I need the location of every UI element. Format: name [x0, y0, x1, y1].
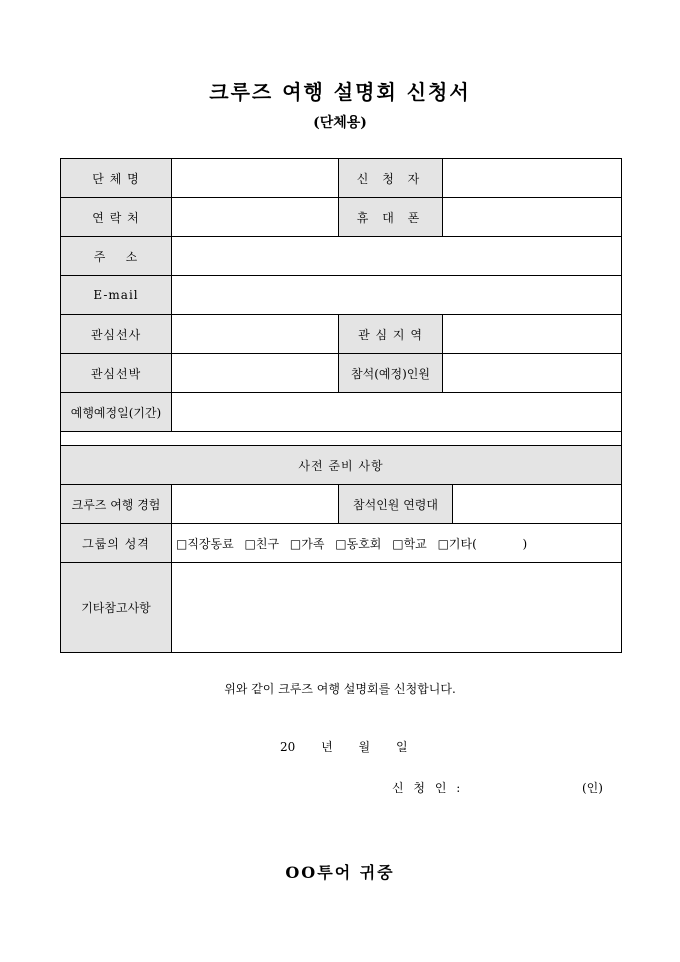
- label-travel-date: 예행예정일(기간): [61, 393, 172, 432]
- label-interest-region: 관 심 지 역: [339, 315, 443, 354]
- form-row-group-type: [61, 524, 622, 563]
- label-interest-ship: 관심선박: [61, 354, 172, 393]
- field-interest-region[interactable]: [443, 315, 622, 354]
- field-address[interactable]: [172, 237, 622, 276]
- option-label: 직장동료: [187, 536, 234, 551]
- label-address: 주 소: [61, 237, 172, 276]
- label-contact: 연 락 처: [61, 198, 172, 237]
- section-header: 사전 준비 사항: [61, 446, 622, 485]
- option-family[interactable]: [290, 537, 325, 551]
- seal-mark: (인): [582, 781, 603, 795]
- field-attendees[interactable]: [443, 354, 622, 393]
- option-club[interactable]: [335, 537, 381, 551]
- option-coworkers[interactable]: [176, 537, 234, 551]
- option-label: 학교: [403, 536, 427, 551]
- label-interest-line: 관심선사: [61, 315, 172, 354]
- checkbox-icon[interactable]: □: [176, 536, 188, 551]
- option-label: 친구: [255, 536, 280, 551]
- field-travel-date[interactable]: [172, 393, 622, 432]
- group-type-options: [172, 524, 622, 563]
- label-cruise-experience: 크루즈 여행 경험: [61, 485, 172, 524]
- form-row-group: [61, 159, 622, 198]
- form-row-section: [61, 446, 622, 485]
- option-school[interactable]: [392, 537, 427, 551]
- date-year-unit: 년: [321, 740, 333, 754]
- label-group-name: 단 체 명: [61, 159, 172, 198]
- label-attendees: 참석(예정)인원: [339, 354, 443, 393]
- form-row-email: [61, 276, 622, 315]
- option-friends[interactable]: [245, 537, 280, 551]
- date-year: 20: [280, 740, 296, 754]
- label-mobile: 휴 대 폰: [339, 198, 443, 237]
- form-row-spacer: [61, 432, 622, 446]
- checkbox-icon[interactable]: □: [244, 536, 256, 551]
- form-row-ship: [61, 354, 622, 393]
- label-applicant: 신 청 자: [339, 159, 443, 198]
- field-interest-ship[interactable]: [172, 354, 339, 393]
- field-group-name[interactable]: [172, 159, 339, 198]
- date-day-unit: 일: [395, 740, 408, 754]
- field-interest-line[interactable]: [172, 315, 339, 354]
- field-contact[interactable]: [172, 198, 339, 237]
- form-row-date: [61, 393, 622, 432]
- option-label: 기타( ): [448, 536, 528, 551]
- form-row-interest: [61, 315, 622, 354]
- recipient: OO투어 귀중: [285, 863, 395, 882]
- label-group-type: 그룹의 성격: [61, 524, 172, 563]
- label-remarks: 기타참고사항: [61, 563, 172, 653]
- field-attendee-age[interactable]: [453, 485, 622, 524]
- form-row-contact: [61, 198, 622, 237]
- option-other[interactable]: [438, 537, 528, 551]
- label-attendee-age: 참석인원 연령대: [339, 485, 453, 524]
- document-subtitle: (단체용): [313, 115, 367, 131]
- field-applicant[interactable]: [443, 159, 622, 198]
- option-label: 가족: [301, 536, 325, 551]
- checkbox-icon[interactable]: □: [392, 536, 404, 551]
- application-form: [60, 158, 622, 653]
- field-cruise-experience[interactable]: [172, 485, 339, 524]
- applicant-signature-label: 신 청 인 :: [392, 781, 464, 795]
- checkbox-icon[interactable]: □: [437, 536, 449, 551]
- date-line: [280, 738, 430, 755]
- form-row-remarks: [61, 563, 622, 653]
- field-email[interactable]: [172, 276, 622, 315]
- date-month-unit: 월: [358, 740, 371, 754]
- spacer-cell: [61, 432, 622, 446]
- form-row-address: [61, 237, 622, 276]
- checkbox-icon[interactable]: □: [335, 536, 347, 551]
- checkbox-icon[interactable]: □: [289, 536, 302, 551]
- field-remarks[interactable]: [172, 563, 622, 653]
- label-email: E-mail: [61, 276, 172, 315]
- field-mobile[interactable]: [443, 198, 622, 237]
- document-title: 크루즈 여행 설명회 신청서: [209, 80, 471, 104]
- option-label: 동호회: [346, 536, 382, 551]
- form-row-experience: [61, 485, 622, 524]
- application-statement: 위와 같이 크루즈 여행 설명회를 신청합니다.: [224, 682, 456, 696]
